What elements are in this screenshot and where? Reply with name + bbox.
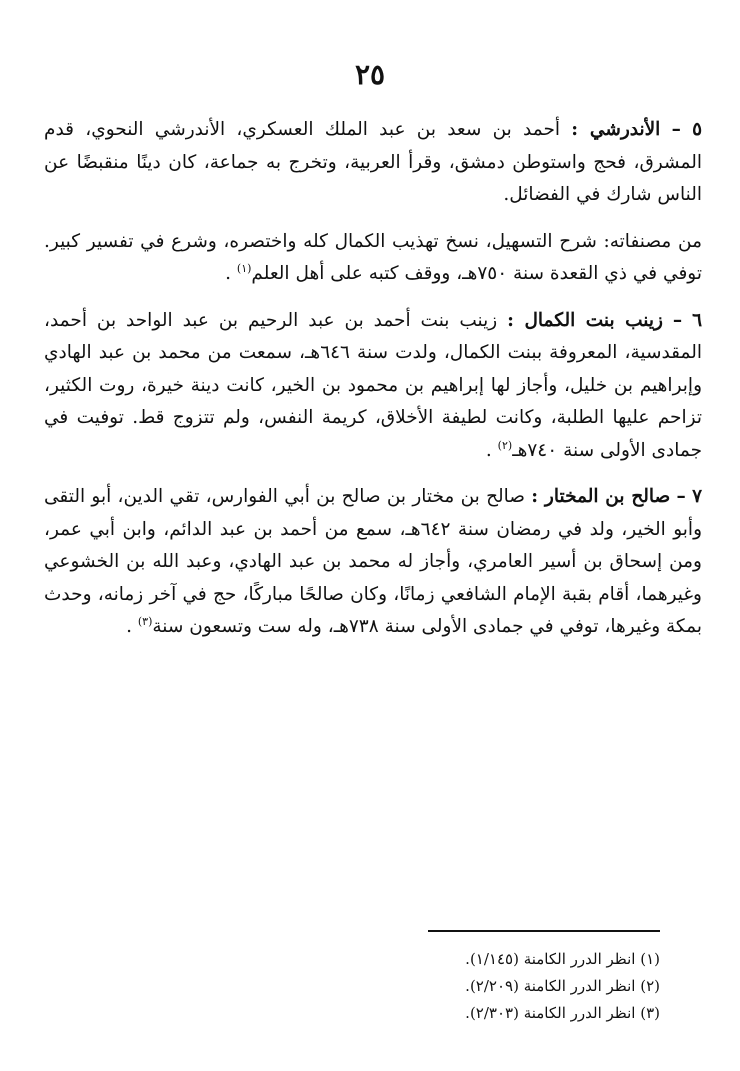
entry-text-end: . xyxy=(126,616,132,637)
entry-salih xyxy=(44,481,702,644)
entry-text: أحمد بن سعد بن عبد الملك العسكري، الأندرشي النحوي، قدم المشرق، فحج واستوطن دمشق، وقرأ العربية، وتخرج به جماعة، كان دينًا منقبضًا عن الناس شارك في الفضائل. xyxy=(44,119,702,205)
works-text: من مصنفاته: شرح التسهيل، نسخ تهذيب الكمال كله واختصره، وشرع في تفسير كبير. توفي في ذي القعدة سنة ٧٥٠هـ، ووقف كتبه على أهل العلم xyxy=(44,230,702,284)
page-number: ٢٥ xyxy=(354,58,386,91)
entry-zaynab xyxy=(44,305,702,468)
entry-text: زينب بنت أحمد بن عبد الرحيم بن عبد الواحد بن أحمد، المقدسية، المعروفة ببنت الكمال، ولدت سنة ٦٤٦هـ، سمعت من محمد بن عبد الهادي وإبراهيم بن خليل، وأجاز لها إبراهيم بن محمود بن الخير، كانت دينة خيرة، روت الكثير، تزاحم عليها الطلبة، وكانت لطيفة الأخلاق، كريمة النفس، ولم تتزوج قط. توفيت في جمادى الأولى سنة ٧٤٠هـ xyxy=(44,309,702,461)
entry-name: زينب بنت الكمال : xyxy=(507,309,663,331)
works-paragraph xyxy=(44,226,702,291)
footnote-divider xyxy=(428,930,660,932)
footnote-3: (٣) انظر الدرر الكامنة (٢/٣٠٣). xyxy=(465,1004,660,1022)
entry-andarshi xyxy=(44,114,702,212)
footnote-2: (٢) انظر الدرر الكامنة (٢/٢٠٩). xyxy=(465,977,660,995)
entry-dash: – xyxy=(671,119,681,140)
entry-text-end: . xyxy=(485,439,492,461)
main-text xyxy=(44,114,702,658)
footnote-ref[interactable]: (١) xyxy=(236,261,252,275)
entry-name: صالح بن المختار : xyxy=(531,486,671,507)
entry-dash: – xyxy=(672,309,683,331)
footnote-1: (١) انظر الدرر الكامنة (١/١٤٥). xyxy=(465,950,660,968)
works-text-end: . xyxy=(225,263,232,284)
footnotes xyxy=(360,946,660,1027)
footnote-ref[interactable]: (٢) xyxy=(497,438,513,452)
entry-dash: – xyxy=(676,486,686,507)
entry-text: صالح بن مختار بن صالح بن أبي الفوارس، تقي الدين، أبو التقى وأبو الخير، ولد في رمضان سنة ٦٤٢هـ، سمع من أحمد بن عبد الدائم، وابن أبي عمر، ومن إسحاق بن أسير العامري، وأجاز له محمد بن عبد الهادي، وعبد الله بن الخشوعي وغيرهما، أقام بقبة الإمام الشافعي زمانًا، وكان صالحًا مباركًا، حج في آخر زمانه، وحدث بمكة وغيرها، توفي في جمادى الأولى سنة ٧٣٨هـ، وله ست وتسعون سنة xyxy=(44,486,703,637)
footnote-ref[interactable]: (٣) xyxy=(137,614,153,628)
entry-number: ٧ xyxy=(692,486,702,507)
entry-number: ٦ xyxy=(692,309,702,331)
entry-number: ٥ xyxy=(692,119,702,140)
entry-name: الأندرشي : xyxy=(571,119,661,140)
